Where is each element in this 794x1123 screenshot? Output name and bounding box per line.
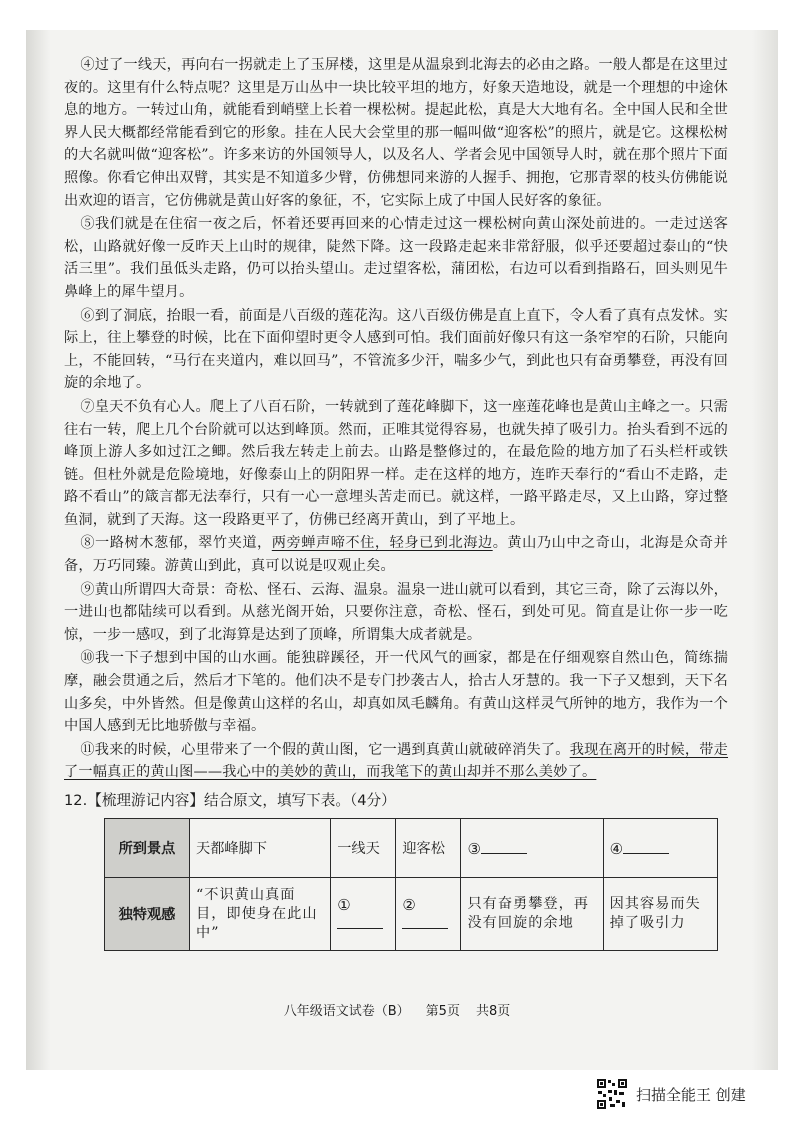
paragraph-11-text-a: ⑪我来的时候，心里带来了一个假的黄山图，它一遇到真黄山就破碎消失了。 (80, 741, 570, 758)
cell-feeling-1: “不识黄山真面目，即使身在此山中” (190, 878, 331, 951)
paragraph-5: ⑤我们就是在住宿一夜之后，怀着还要再回来的心情走过这一棵松树向黄山深处前进的。一走过送客松，山路就好像一反昨天上山时的规律，陡然下降。这一段路走起来非常舒服，似乎还要超过泰山的“快活三里”。我们虽低头走路，仍可以抬头望山。走过望客松，蒲团松，右边可以看到指路石，回头则见牛鼻峰上的犀牛望月。 (64, 216, 728, 300)
answer-blank-3[interactable] (481, 839, 527, 854)
cell-feeling-blank-1[interactable] (331, 878, 396, 951)
table-row-spots (105, 819, 718, 878)
paragraph-4: ④过了一线天，再向右一拐就走上了玉屏楼，这里是从温泉到北海去的必由之路。一般人都是在这里过夜的。这里有什么特点呢？这里是万山丛中一块比较平坦的地方，好象天造地设，就是一个理想的中途休息的地方。一转过山角，就能看到峭壁上长着一棵松树。提起此松，真是大大地有名。全中国人民和全世界人民大概都经常能看到它的形象。挂在人民大会堂里的那一幅叫做“迎客松”的照片，就是它。这棵松树的大名就叫做“迎客松”。许多来访的外国领导人，以及名人、学者会见中国领导人时，就在那个照片下面照像。你看它伸出双臂，其实是不知道多少臂，仿佛想同来游的人握手、拥抱，它那青翠的枝头仿佛能说出欢迎的语言，它仿佛就是黄山好客的象征，不，它实际上成了中国人民好客的象征。 (64, 57, 728, 209)
question-tag: 【梳理游记内容】 (87, 792, 204, 809)
paragraph-9: ⑨黄山所谓四大奇景：奇松、怪石、云海、温泉。温泉一进山就可以看到，其它三奇，除了云海以外，一进山也都陆续可以看到。从慈光阁开始，只要你注意，奇松、怪石，到处可见。简直是让你一步一吃惊，一步一感叹，到了北海算是达到了顶峰，所谓集大成者就是。 (64, 581, 728, 643)
cell-spot-blank-3[interactable] (461, 819, 603, 878)
cell-feeling-5: 因其容易而失掉了吸引力 (603, 878, 717, 951)
row-header-feelings: 独特观感 (105, 878, 190, 951)
cell-spot-blank-4[interactable] (603, 819, 717, 878)
answer-blank-4[interactable] (623, 839, 669, 854)
blank-label-2: ② (402, 895, 416, 914)
paragraph-8-text-a: ⑧一路树木葱郁，翠竹夹道， (80, 535, 272, 552)
answer-table (104, 818, 718, 951)
question-number: 12. (64, 792, 88, 809)
paper-title: 八年级语文试卷（B） (283, 1004, 410, 1019)
underlined-sentence-8: 两旁蝉声啼不住，轻身已到北海边 (271, 535, 493, 552)
answer-blank-1[interactable] (337, 914, 383, 929)
paragraph-11 (64, 739, 728, 784)
cell-spot-3: 迎客松 (396, 819, 461, 878)
watermark-text: 扫描全能王 创建 (636, 1085, 746, 1104)
cell-feeling-blank-2[interactable] (396, 878, 461, 951)
question-12 (64, 790, 728, 812)
page-total: 共8页 (475, 1004, 511, 1019)
blank-label-4: ④ (609, 839, 624, 858)
blank-label-3: ③ (467, 839, 481, 858)
reading-passage (64, 54, 728, 951)
table-row-feelings (105, 878, 718, 951)
paragraph-6: ⑥到了洞底，抬眼一看，前面是八百级的莲花沟。这八百级仿佛是直上直下，令人看了真有点发怵。实际上，往上攀登的时候，比在下面仰望时更令人感到可怕。我们面前好像只有这一条窄窄的石阶，只能向上，不能回转，“马行在夹道内，难以回马”，不管流多少汗，喘多少气，到此也只有奋勇攀登，再没有回旋的余地了。 (64, 307, 728, 392)
paragraph-7: ⑦皇天不负有心人。爬上了八百石阶，一转就到了莲花峰脚下，这一座莲花峰也是黄山主峰之一。只需往右一转，爬上几个台阶就可以达到峰顶。然而，正唯其觉得容易，也就失掉了吸引力。抬头看到不远的峰顶上游人多如过江之鲫。然后我左转走上前去。山路是整修过的，在最危险的地方加了石头栏杆或铁链。但杜外就是危险境地，好像泰山上的阴阳界一样。走在这样的地方，连昨天奉行的“看山不走路，走路不看山”的箴言都无法奉行，只有一心一意埋头苦走而已。就这样，一路平路走尽，又上山路，穿过整鱼洞，就到了天海。这一段路更平了，仿佛已经离开黄山，到了平地上。 (64, 398, 728, 528)
page-number: 第5页 (425, 1004, 460, 1019)
row-header-spots: 所到景点 (105, 819, 190, 878)
scanner-watermark (596, 1078, 746, 1110)
qr-code-icon (596, 1078, 628, 1110)
answer-blank-2[interactable] (402, 914, 448, 929)
page-footer (0, 1000, 794, 1019)
paragraph-8 (64, 532, 728, 577)
scan-edge-shadow-left (26, 30, 50, 1070)
underlined-sentence-11: 我现在离开的时候，带走了一幅真正的黄山图——我心中的美妙的黄山，而我笔下的黄山却并不那么美妙了。 (64, 741, 729, 781)
cell-spot-1: 天都峰脚下 (190, 819, 331, 878)
scan-edge-shadow-right (752, 30, 778, 1070)
paragraph-8-text-c: 。黄山乃山中之奇山，北海是众奇并备，万巧同臻。游黄山到此，真可以说是叹观止矣。 (64, 535, 728, 575)
question-text: 结合原文，填写下表。（4分） (203, 792, 396, 809)
cell-spot-2: 一线天 (331, 819, 396, 878)
cell-feeling-4: 只有奋勇攀登，再没有回旋的余地 (461, 878, 603, 951)
paragraph-10: ⑩我一下子想到中国的山水画。能独辟蹊径，开一代风气的画家，都是在仔细观察自然山色，简练揣摩，融会贯通之后，然后才下笔的。他们决不是专门抄袭古人，拾古人牙慧的。我一下子又想到，天下名山多矣，中外皆然。但是像黄山这样的名山，却真如凤毛麟角。有黄山这样灵气所钟的地方，我作为一个中国人感到无比地骄傲与幸福。 (64, 650, 728, 735)
blank-label-1: ① (337, 895, 351, 914)
